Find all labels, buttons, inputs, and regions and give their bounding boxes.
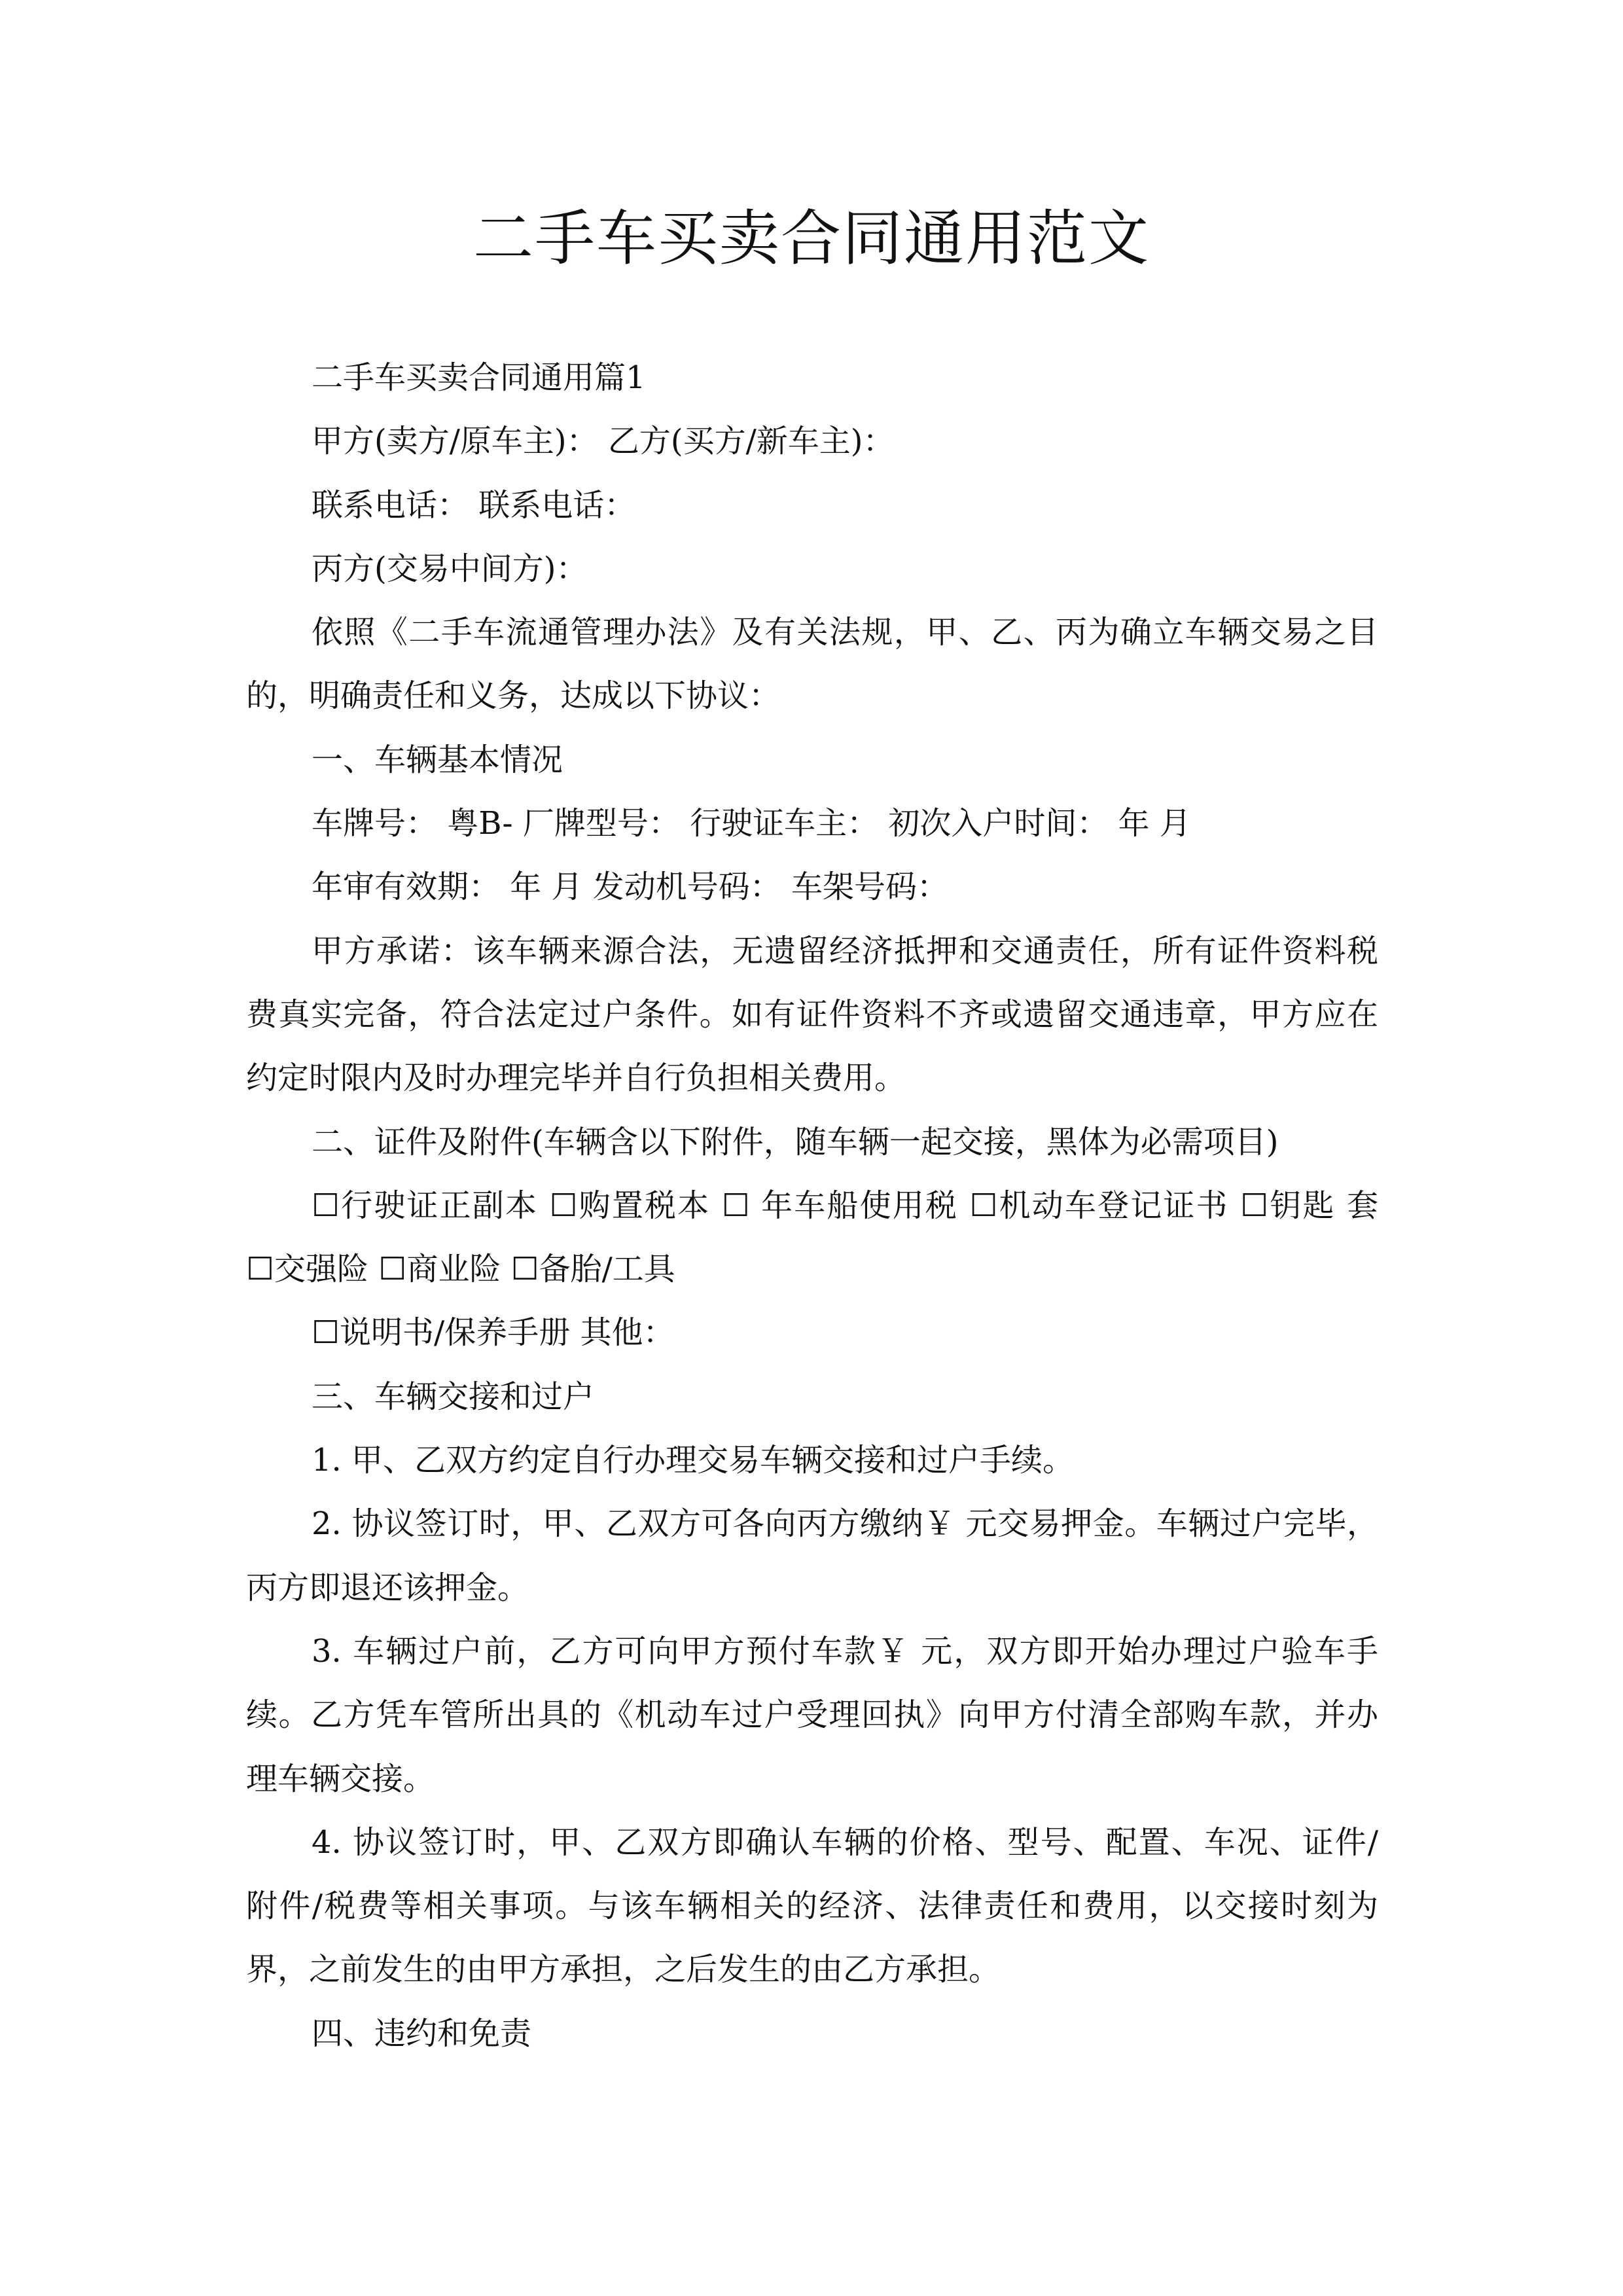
- text-line: 三、车辆交接和过户: [312, 1378, 595, 1415]
- text-line: 费真实完备，符合法定过户条件。如有证件资料不齐或遗留交通违章，甲方应在: [246, 996, 1378, 1033]
- document-body: [246, 346, 1378, 2066]
- text-line: 联系电话： 联系电话：: [312, 486, 636, 524]
- text-line: 续。乙方凭车管所出具的《机动车过户受理回执》向甲方付清全部购车款，并办: [246, 1696, 1378, 1734]
- text-line: 的，明确责任和义务，达成以下协议：: [246, 677, 781, 715]
- text-line: 四、违约和免责: [312, 2015, 532, 2052]
- text-line: 界，之前发生的由甲方承担，之后发生的由乙方承担。: [246, 1951, 1001, 1988]
- text-line: ☐交强险 ☐商业险 ☐备胎/工具: [246, 1251, 675, 1288]
- text-line: 丙方(交易中间方)：: [312, 550, 588, 587]
- text-line: 4. 协议签订时，甲、乙双方即确认车辆的价格、型号、配置、车况、证件/: [312, 1823, 1378, 1861]
- document-title: 二手车买卖合同通用范文: [473, 204, 1150, 274]
- text-line: 甲方(卖方/原车主)： 乙方(买方/新车主)：: [312, 423, 895, 460]
- text-line: 甲方承诺：该车辆来源合法，无遗留经济抵押和交通责任，所有证件资料税: [312, 932, 1378, 969]
- text-line: 约定时限内及时办理完毕并自行负担相关费用。: [246, 1060, 906, 1097]
- text-line: 2. 协议签订时，甲、乙双方可各向丙方缴纳￥ 元交易押金。车辆过户完毕，: [312, 1505, 1378, 1543]
- text-line: 3. 车辆过户前，乙方可向甲方预付车款￥ 元，双方即开始办理过户验车手: [312, 1632, 1378, 1670]
- text-line: 车牌号： 粤B- 厂牌型号： 行驶证车主： 初次入户时间： 年 月: [312, 805, 1191, 842]
- text-line: 一、车辆基本情况: [312, 741, 563, 778]
- text-line: ☐说明书/保养手册 其他：: [312, 1314, 675, 1352]
- text-line: 依照《二手车流通管理办法》及有关法规，甲、乙、丙为确立车辆交易之目: [312, 614, 1378, 651]
- text-line: 丙方即退还该押金。: [246, 1569, 529, 1606]
- text-line: 1. 甲、乙双方约定自行办理交易车辆交接和过户手续。: [312, 1442, 1075, 1479]
- text-line: 附件/税费等相关事项。与该车辆相关的经济、法律责任和费用，以交接时刻为: [246, 1888, 1378, 1925]
- text-line: 二、证件及附件(车辆含以下附件，随车辆一起交接，黑体为必需项目): [312, 1123, 1279, 1160]
- text-line: 年审有效期： 年 月 发动机号码： 车架号码：: [312, 869, 949, 906]
- text-line: 二手车买卖合同通用篇1: [312, 359, 646, 396]
- text-line: 理车辆交接。: [246, 1760, 435, 1797]
- text-line: ☐行驶证正副本 ☐购置税本 ☐ 年车船使用税 ☐机动车登记证书 ☐钥匙 套: [312, 1187, 1378, 1224]
